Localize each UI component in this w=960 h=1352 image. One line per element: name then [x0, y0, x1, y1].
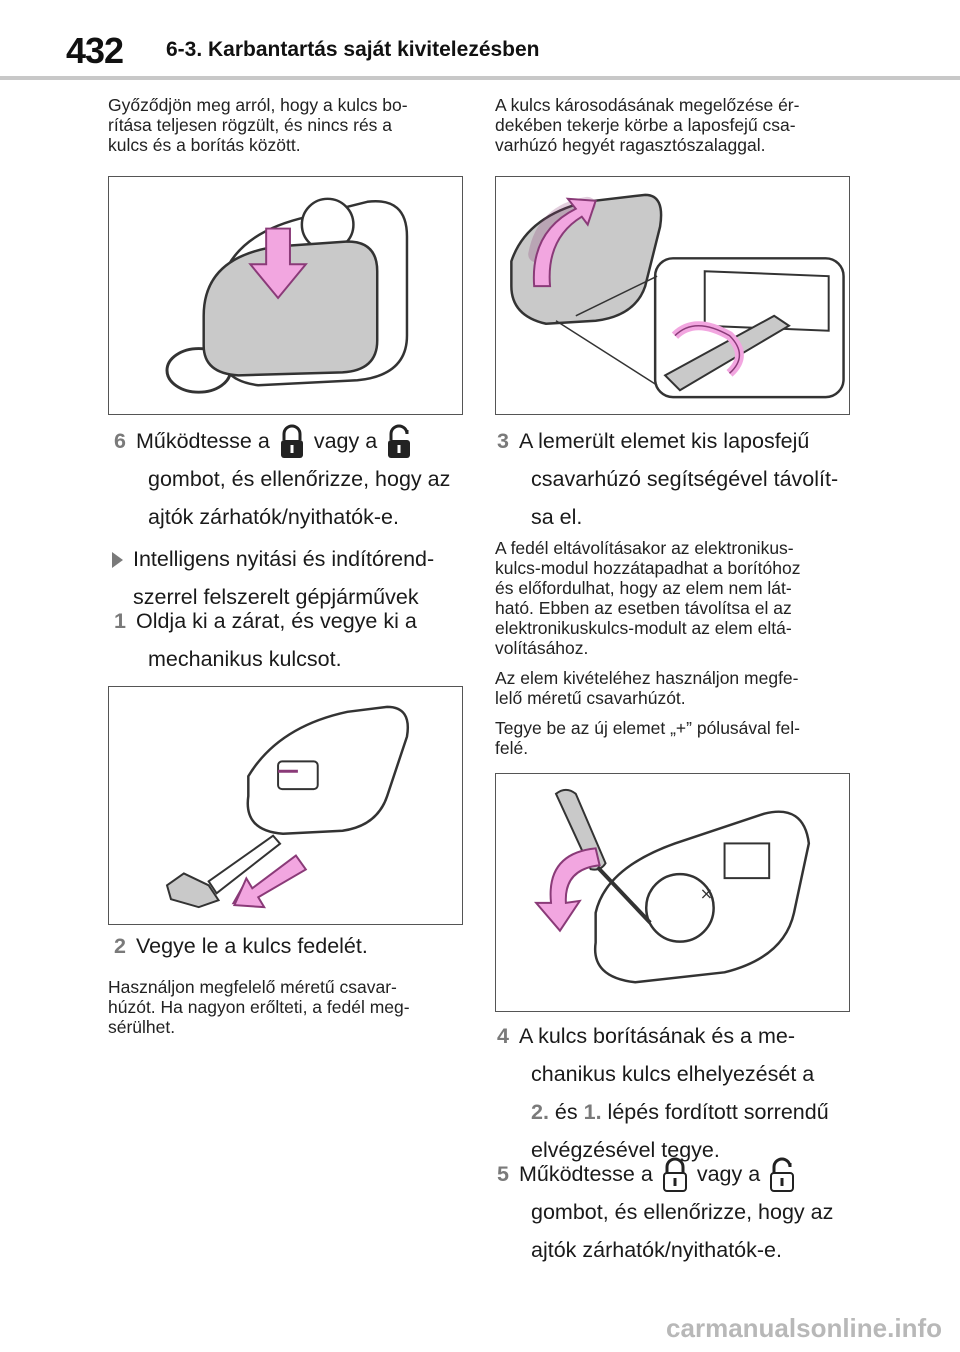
- step-6-text-mid: vagy a: [313, 429, 378, 453]
- step-6-line3: ajtók zárhatók/nyithatók-e.: [148, 505, 399, 530]
- lock-closed-icon: [278, 424, 306, 460]
- step-4-line3-rest: lépés fordított sorrendű: [607, 1100, 829, 1124]
- step-1-line2: mechanikus kulcsot.: [148, 647, 342, 671]
- step-4-ref-1: 1.: [583, 1100, 602, 1124]
- bullet-line2: szerrel felszerelt gépjárművek: [133, 585, 419, 609]
- step-1: [114, 602, 474, 678]
- step-4-and: és: [554, 1100, 578, 1124]
- step-3-line1: A lemerült elemet kis laposfejű: [518, 429, 810, 453]
- step-5-line3: ajtók zárhatók/nyithatók-e.: [531, 1238, 782, 1263]
- step-3-line2: csavarhúzó segítségével távolít-: [531, 467, 839, 491]
- step-1-line1: Oldja ki a zárat, és vegye ki a: [135, 609, 417, 633]
- figure-open-cover: [495, 176, 850, 415]
- step-6-number: 6: [114, 429, 126, 453]
- key-release-button-icon: [278, 761, 318, 789]
- page-number: 432: [66, 30, 124, 71]
- step-5: [497, 1155, 857, 1269]
- step-2-text: Vegye le a kulcs fedelét.: [135, 934, 368, 958]
- left-intro-text: Győződjön meg arról, hogy a kulcs bo- rítása teljesen rögzült, és nincs rés a kulcs és a borítás között.: [108, 95, 408, 155]
- step-6-line2: gombot, és ellenőrizze, hogy az: [148, 467, 451, 492]
- step-4-line2: chanikus kulcs elhelyezését a: [531, 1062, 815, 1086]
- step-5-text-mid: vagy a: [696, 1162, 761, 1186]
- right-note-2: Az elem kivételéhez használjon megfe- lelő méretű csavarhúzót.: [495, 668, 799, 708]
- bullet-triangle-icon: [112, 552, 123, 568]
- svg-text:×: ×: [699, 883, 714, 903]
- figure-battery-removal: [495, 773, 850, 1012]
- lock-open-icon: [768, 1157, 796, 1193]
- bullet-line1: Intelligens nyitási és indítórend-: [133, 547, 435, 571]
- step-3: [497, 422, 857, 536]
- right-note-1: A fedél eltávolításakor az elektronikus- kulcs-modul hozzátapadhat a borítóhoz és előfordulhat, hogy az elem nem lát- ható. Ebben az esetben távolítsa el az elektronikuskulcs-modult az elem eltá- volításához.: [495, 538, 801, 658]
- right-note-3: Tegye be az új elemet „+” pólusával fel- felé.: [495, 718, 800, 758]
- header-divider: [0, 76, 960, 80]
- step-4-number: 4: [497, 1024, 509, 1048]
- step-2: [114, 927, 474, 965]
- section-title: 6-3. Karbantartás saját kivitelezésben: [166, 38, 540, 61]
- step-4-ref-2: 2.: [531, 1100, 549, 1124]
- key-fob-icon: [248, 707, 408, 834]
- lock-closed-icon: [661, 1157, 689, 1193]
- left-note-text: Használjon megfelelő méretű csavar- húzót. Ha nagyon erőlteti, a fedél meg- sérülhet.: [108, 977, 410, 1037]
- step-4: [497, 1017, 857, 1169]
- page-header: [0, 0, 960, 80]
- step-4-line3: [497, 1093, 857, 1131]
- remove-mechanical-key-illustration: [109, 687, 462, 924]
- right-intro-text: A kulcs károsodásának megelőzése ér- dekében tekerje körbe a laposfejű csa- varhúzó hegyét ragasztószalaggal.: [495, 95, 800, 155]
- lock-open-icon: [385, 424, 413, 460]
- step-5-text-pre: Működtesse a: [518, 1162, 653, 1186]
- pry-arrow-icon: [536, 848, 599, 930]
- open-cover-illustration: [496, 177, 849, 414]
- mechanical-key-head-icon: [167, 873, 219, 907]
- step-1-number: 1: [114, 609, 126, 633]
- figure-key-cover-press: [108, 176, 463, 415]
- battery-removal-illustration: [496, 774, 849, 1011]
- step-5-number: 5: [497, 1162, 509, 1186]
- step-3-line3: sa el.: [531, 505, 583, 529]
- step-4-line1: A kulcs borításának és a me-: [518, 1024, 796, 1048]
- step-4-line4: elvégzésével tegye.: [531, 1138, 720, 1162]
- step-2-number: 2: [114, 934, 126, 958]
- step-5-line2: gombot, és ellenőrizze, hogy az: [531, 1200, 834, 1225]
- step-3-number: 3: [497, 429, 509, 453]
- step-6: [114, 422, 474, 536]
- key-cover-press-illustration: [109, 177, 462, 414]
- step-6-text-pre: Működtesse a: [135, 429, 270, 453]
- watermark: carmanualsonline.info: [666, 1313, 942, 1343]
- figure-remove-mechanical-key: [108, 686, 463, 925]
